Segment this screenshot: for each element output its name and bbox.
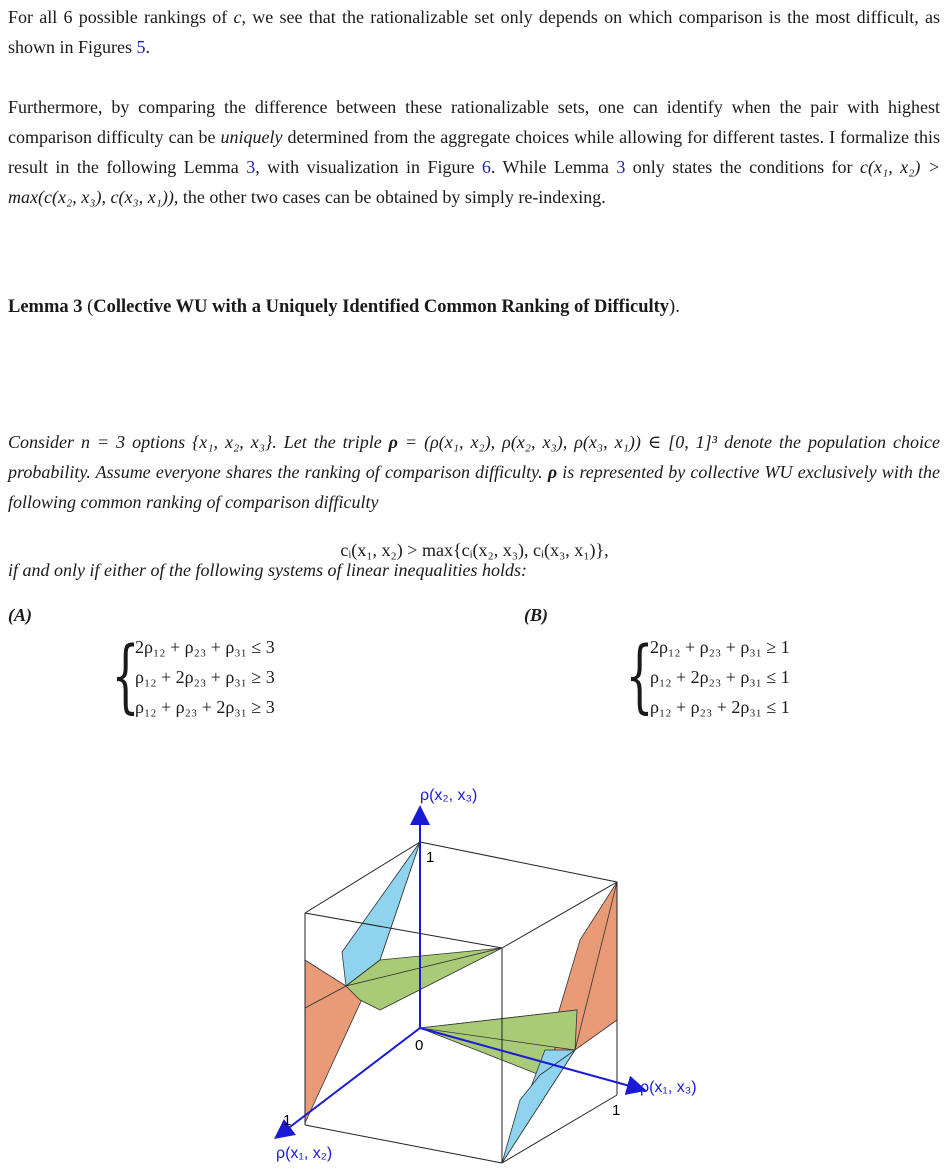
paragraph-2: Furthermore, by comparing the difference between these rationalizable sets, one can identify when the pair with highest comparison difficulty can be uniquely determined from the aggregate choices while allowing for different tastes. I formalize this result in the following Lemma 3, with visualization in Figure 6. While Lemma 3 only states the conditions for c(x₁, x₂) > max(c(x₂, x₃), c(x₃, x₁)), the other two cases can be obtained by simply re-indexing. (8, 97, 941, 207)
tick-left: 1 (283, 1112, 292, 1129)
paragraph-1: For all 6 possible rankings of c, we see that the rationalizable set only depends on which comparison is the most difficult, as shown in Figures 5. (8, 7, 941, 57)
tick-top: 1 (426, 849, 435, 866)
system-b-label: (B) (524, 605, 548, 625)
system-b (650, 632, 790, 722)
lemma-heading: Lemma 3 (Collective WU with a Uniquely Identified Common Ranking of Difficulty). (8, 297, 680, 317)
inequality: 2ρ₁₂ + ρ₂₃ + ρ₃₁ ≤ 3 (135, 637, 275, 657)
cube-figure (0, 770, 949, 1175)
tick-right: 1 (612, 1102, 621, 1119)
inequality: ρ₁₂ + ρ₂₃ + 2ρ₃₁ ≥ 3 (135, 697, 275, 717)
figure-ref-link[interactable]: 5 (136, 37, 146, 57)
axis-label-left: ρ(x₁, x₂) (276, 1145, 333, 1162)
display-equation: cᵢ(x₁, x₂) > max{cᵢ(x₂, x₃), cᵢ(x₃, x₁)}, (340, 540, 609, 560)
origin-label: 0 (415, 1037, 424, 1054)
axis-label-right: ρ(x₁, x₃) (640, 1079, 697, 1096)
system-a-label: (A) (8, 605, 32, 625)
lemma-statement: Consider n = 3 options {x₁, x₂, x₃}. Let the triple ρ = (ρ(x₁, x₂), ρ(x₂, x₃), ρ(x₃, x₁)) ∈ [0, 1]³ denote the population choice probability. Assume everyone shares the ranking of comparison difficulty. ρ is represented by collective WU exclusively with the following common ranking of comparison difficulty (8, 432, 940, 512)
system-a (135, 632, 275, 722)
left-brace: { (111, 629, 140, 722)
inequality: ρ₁₂ + ρ₂₃ + 2ρ₃₁ ≤ 1 (650, 697, 790, 717)
inequality: ρ₁₂ + 2ρ₂₃ + ρ₃₁ ≥ 3 (135, 667, 275, 687)
left-brace: { (625, 629, 654, 722)
lemma-ref-link[interactable]: 3 (246, 157, 256, 177)
iff-line: if and only if either of the following systems of linear inequalities holds: (8, 560, 527, 580)
axis-label-top: ρ(x₂, x₃) (420, 787, 478, 804)
inequality: ρ₁₂ + 2ρ₂₃ + ρ₃₁ ≤ 1 (650, 667, 790, 687)
lemma-ref-link[interactable]: 3 (616, 157, 626, 177)
figure-ref-link[interactable]: 6 (481, 157, 491, 177)
inequality: 2ρ₁₂ + ρ₂₃ + ρ₃₁ ≥ 1 (650, 637, 790, 657)
